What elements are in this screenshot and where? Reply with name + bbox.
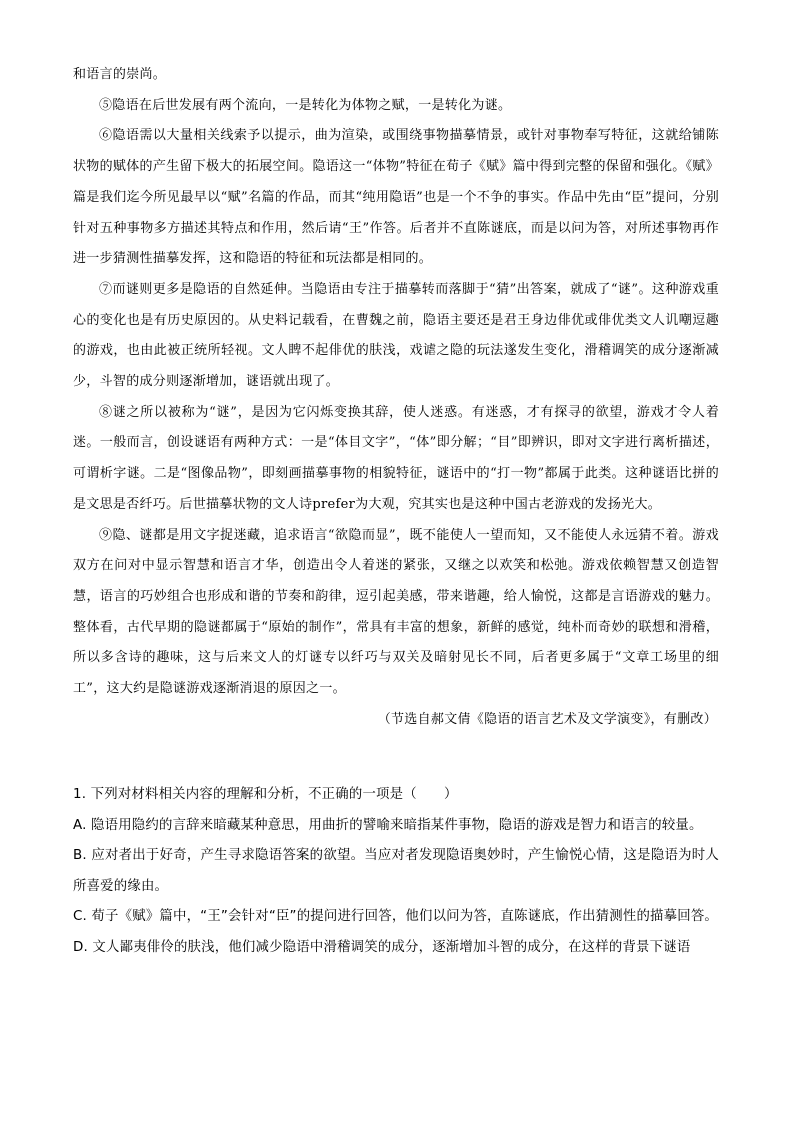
option-b[interactable]: B. 应对者出于好奇，产生寻求隐语答案的欲望。当应对者发现隐语奥妙时，产生愉悦心情，这是隐语为时人所喜爱的缘由。 (73, 848, 719, 894)
option-c[interactable]: C. 荀子《赋》篇中，“王”会针对“臣”的提问进行回答，他们以问为答，直陈谜底，作出猜测性的描摹回答。 (73, 909, 718, 924)
option-a[interactable]: A. 隐语用隐约的言辞来暗藏某种意思，用曲折的譬喻来暗指某件事物，隐语的游戏是智力和语言的较量。 (73, 817, 703, 833)
question-1 (73, 780, 719, 963)
passage-paragraph-5: ⑤隐语在后世发展有两个流向，一是转化为体物之赋，一是转化为谜。 (99, 97, 512, 113)
passage-paragraph-7: ⑦而谜则更多是隐语的自然延伸。当隐语由专注于描摹转而落脚于“猜”出答案，就成了“谜”。这种游戏重心的变化也是有历史原因的。从史料记载看，在曹魏之前，隐语主要还是君王身边俳优或俳优类文人讥嘲逗趣的游戏，也由此被正统所轻视。文人睥不起俳优的肤浅，戏谑之隐的玩法遂发生变化，滑稽调笑的成分逐渐减少，斗智的成分则逐渐增加，谜语就出现了。 (73, 281, 719, 390)
question-stem: 1. 下列对材料相关内容的理解和分析，不正确的一项是（ ） (73, 787, 458, 802)
passage-paragraph-continued: 和语言的崇尚。 (73, 67, 167, 82)
passage-paragraph-9: ⑨隐、谜都是用文字捉迷藏，追求语言“欲隐而显”，既不能使人一望而知，又不能使人永远猜不着。游戏双方在问对中显示智慧和语言才华，创造出令人着迷的紧张，又继之以欢笑和松弛。游戏依赖智慧又创造智慧，语言的巧妙组合也形成和谐的节奏和韵律，逗引起美感，带来谐趣，给人愉悦，这都是言语游戏的魅力。整体看，古代早期的隐谜都属于“原始的制作”，常具有丰富的想象，新鲜的感觉，纯朴而奇妙的联想和滑稽，所以多含诗的趣味，这与后来文人的灯谜专以纤巧与双关及暗射见长不同，后者更多属于“文章工场里的细工”，这大约是隐谜游戏逐渐消退的原因之一。 (73, 527, 719, 697)
passage-paragraph-8: ⑧谜之所以被称为“谜”，是因为它闪烁变换其辞，使人迷惑。有迷惑，才有探寻的欲望，游戏才令人着迷。一般而言，创设谜语有两种方式：一是“体目文字”，“体”即分解；“目”即辨识，即对文字进行离析描述，可谓析字谜。二是“图像品物”，即刻画描摹事物的相貌特征，谜语中的“打一物”都属于此类。这种谜语比拼的是文思是否纤巧。后世描摹状物的文人诗prefer为大观，究其实也是这种中国古老游戏的发扬光大。 (73, 404, 719, 512)
passage-paragraph-6: ⑥隐语需以大量相关线索予以提示，曲为渲染，或围绕事物描摹情景，或针对事物奉写特征，这就给铺陈状物的赋体的产生留下极大的拓展空间。隐语这一“体物”特征在荀子《赋》篇中得到完整的保留和强化。《赋》篇是我们迄今所见最早以“赋”名篇的作品，而其“纯用隐语”也是一个不争的事实。作品中先由“臣”提问，分别针对五种事物多方描述其特点和作用，然后请“王”作答。后者并不直陈谜底，而是以问为答，对所述事物再作进一步猜测性描摹发挥，这和隐语的特征和玩法都是相同的。 (73, 128, 719, 267)
option-d[interactable]: D. 文人鄙夷俳伶的肤浅，他们减少隐语中滑稽调笑的成分，逐渐增加斗智的成分，在这样的背景下谜语 (73, 939, 691, 955)
passage-source: （节选自郝文倩《隐语的语言艺术及文学演变》，有删改） (377, 711, 717, 727)
passage (73, 60, 719, 735)
